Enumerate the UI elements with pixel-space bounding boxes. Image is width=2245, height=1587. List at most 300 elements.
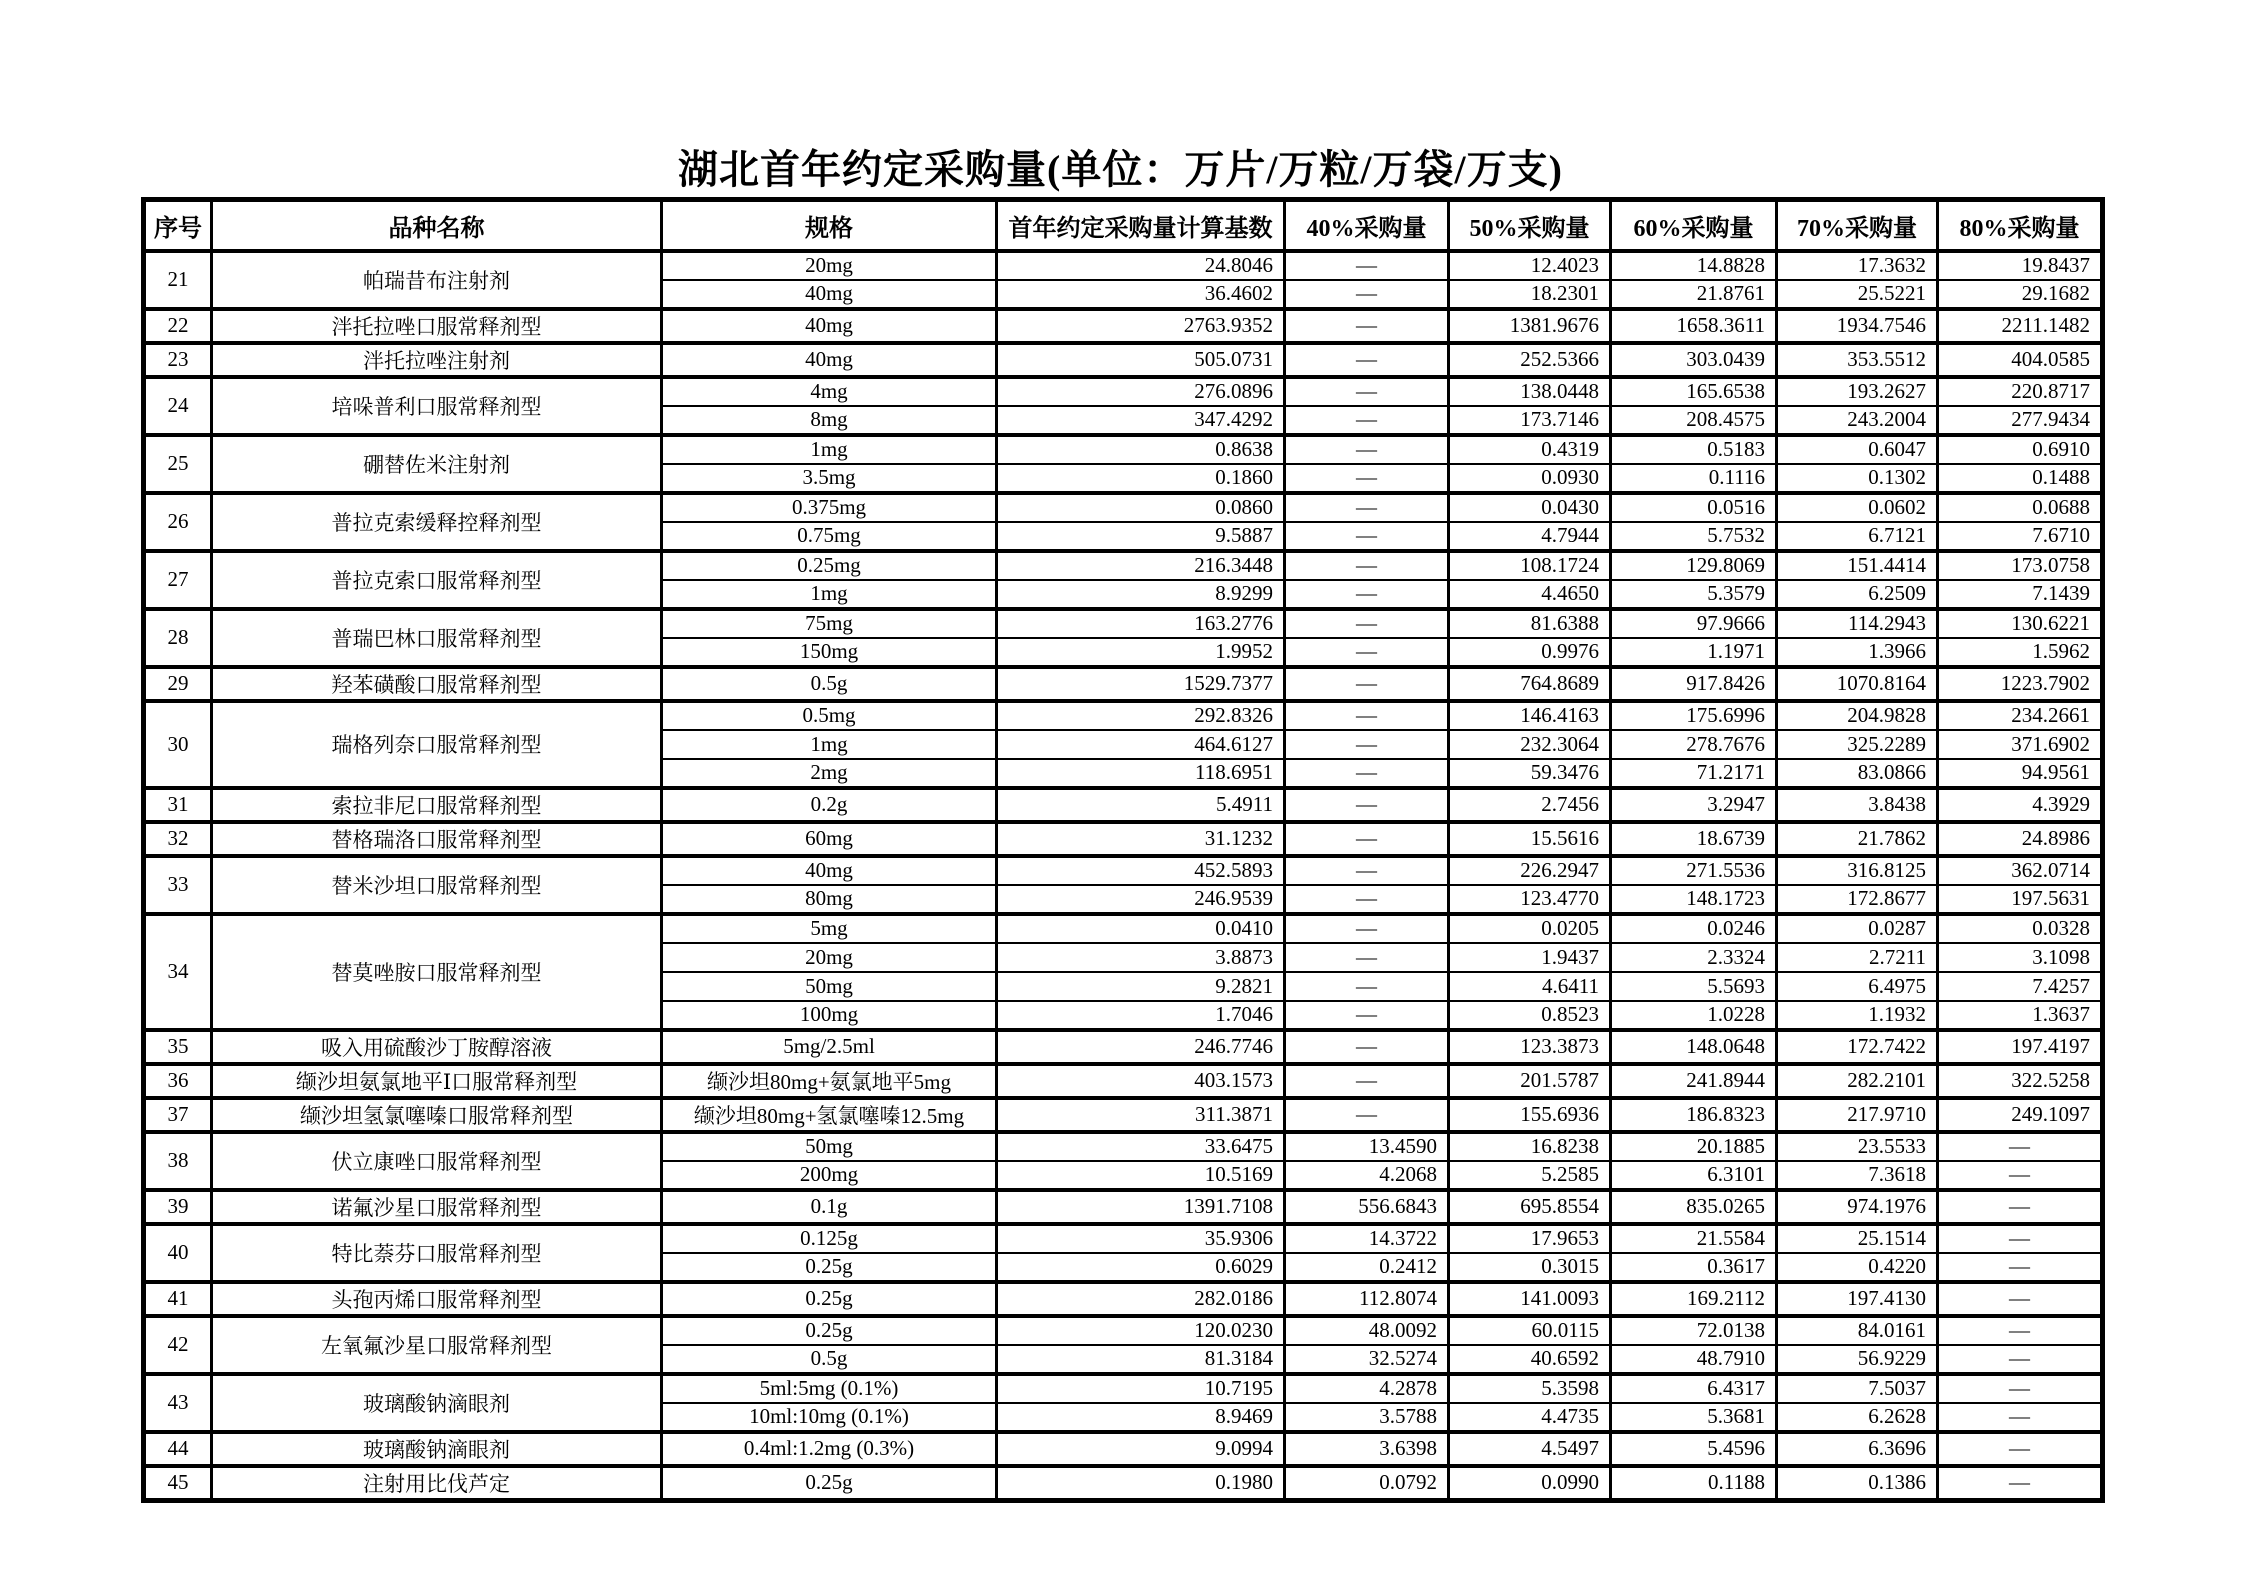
cell-base: 3.8873	[997, 943, 1285, 972]
table-row	[144, 435, 2103, 464]
cell-spec: 0.75mg	[662, 522, 997, 551]
cell-seq: 33	[144, 856, 212, 914]
cell-p40: 13.4590	[1285, 1132, 1449, 1161]
cell-p70: 114.2943	[1777, 609, 1938, 638]
cell-name: 玻璃酸钠滴眼剂	[212, 1432, 662, 1466]
cell-spec: 50mg	[662, 972, 997, 1001]
col-header-seq: 序号	[144, 200, 212, 251]
cell-p50: 123.3873	[1449, 1030, 1611, 1064]
cell-p60: 6.3101	[1611, 1161, 1777, 1190]
cell-p70: 7.3618	[1777, 1161, 1938, 1190]
cell-p70: 217.9710	[1777, 1098, 1938, 1132]
table-row	[144, 1282, 2103, 1316]
cell-name: 索拉非尼口服常释剂型	[212, 788, 662, 822]
cell-base: 81.3184	[997, 1345, 1285, 1374]
cell-p50: 4.4650	[1449, 580, 1611, 609]
cell-p40: —	[1285, 580, 1449, 609]
cell-p50: 252.5366	[1449, 343, 1611, 377]
cell-base: 9.2821	[997, 972, 1285, 1001]
cell-p70: 6.4975	[1777, 972, 1938, 1001]
cell-p50: 155.6936	[1449, 1098, 1611, 1132]
cell-spec: 0.2g	[662, 788, 997, 822]
cell-p80: —	[1938, 1345, 2103, 1374]
cell-p80: 173.0758	[1938, 551, 2103, 580]
col-header-80pct: 80%采购量	[1938, 200, 2103, 251]
cell-spec: 0.25mg	[662, 551, 997, 580]
cell-p70: 325.2289	[1777, 730, 1938, 759]
cell-p80: —	[1938, 1374, 2103, 1403]
cell-base: 464.6127	[997, 730, 1285, 759]
cell-p60: 303.0439	[1611, 343, 1777, 377]
cell-p60: 3.2947	[1611, 788, 1777, 822]
cell-p50: 138.0448	[1449, 377, 1611, 406]
table-row	[144, 1374, 2103, 1403]
cell-p40: —	[1285, 730, 1449, 759]
cell-p50: 12.4023	[1449, 251, 1611, 280]
cell-seq: 37	[144, 1098, 212, 1132]
cell-p80: 197.5631	[1938, 885, 2103, 914]
cell-name: 伏立康唑口服常释剂型	[212, 1132, 662, 1190]
cell-seq: 35	[144, 1030, 212, 1064]
cell-name: 吸入用硫酸沙丁胺醇溶液	[212, 1030, 662, 1064]
cell-p40: 3.5788	[1285, 1403, 1449, 1432]
cell-base: 246.7746	[997, 1030, 1285, 1064]
cell-seq: 21	[144, 251, 212, 309]
cell-p60: 129.8069	[1611, 551, 1777, 580]
cell-p60: 5.3681	[1611, 1403, 1777, 1432]
cell-p40: —	[1285, 522, 1449, 551]
cell-p50: 0.4319	[1449, 435, 1611, 464]
table-row	[144, 343, 2103, 377]
table-header	[144, 200, 2103, 251]
cell-p50: 18.2301	[1449, 280, 1611, 309]
cell-spec: 40mg	[662, 343, 997, 377]
cell-p60: 1.0228	[1611, 1001, 1777, 1030]
cell-name: 替格瑞洛口服常释剂型	[212, 822, 662, 856]
table-row	[144, 377, 2103, 406]
cell-p40: —	[1285, 435, 1449, 464]
cell-p50: 15.5616	[1449, 822, 1611, 856]
cell-p60: 175.6996	[1611, 701, 1777, 730]
cell-p40: 0.0792	[1285, 1466, 1449, 1501]
table-row	[144, 1316, 2103, 1345]
cell-name: 瑞格列奈口服常释剂型	[212, 701, 662, 788]
cell-name: 帕瑞昔布注射剂	[212, 251, 662, 309]
table-row	[144, 1064, 2103, 1098]
page-title: 湖北首年约定采购量(单位：万片/万粒/万袋/万支)	[678, 147, 1563, 192]
cell-p70: 25.1514	[1777, 1224, 1938, 1253]
cell-p70: 3.8438	[1777, 788, 1938, 822]
cell-name: 头孢丙烯口服常释剂型	[212, 1282, 662, 1316]
cell-spec: 40mg	[662, 309, 997, 343]
cell-p80: 2211.1482	[1938, 309, 2103, 343]
cell-p50: 4.7944	[1449, 522, 1611, 551]
cell-name: 普拉克索口服常释剂型	[212, 551, 662, 609]
cell-spec: 4mg	[662, 377, 997, 406]
cell-p80: 0.0688	[1938, 493, 2103, 522]
table-row	[144, 667, 2103, 701]
cell-p50: 40.6592	[1449, 1345, 1611, 1374]
cell-base: 118.6951	[997, 759, 1285, 788]
cell-p60: 0.0246	[1611, 914, 1777, 943]
cell-base: 1391.7108	[997, 1190, 1285, 1224]
cell-p70: 25.5221	[1777, 280, 1938, 309]
cell-name: 培哚普利口服常释剂型	[212, 377, 662, 435]
cell-p60: 241.8944	[1611, 1064, 1777, 1098]
cell-p50: 4.6411	[1449, 972, 1611, 1001]
cell-p60: 186.8323	[1611, 1098, 1777, 1132]
cell-spec: 0.25g	[662, 1316, 997, 1345]
cell-p50: 123.4770	[1449, 885, 1611, 914]
cell-name: 特比萘芬口服常释剂型	[212, 1224, 662, 1282]
cell-base: 33.6475	[997, 1132, 1285, 1161]
cell-p80: —	[1938, 1161, 2103, 1190]
cell-p50: 0.0430	[1449, 493, 1611, 522]
cell-spec: 50mg	[662, 1132, 997, 1161]
cell-base: 347.4292	[997, 406, 1285, 435]
cell-name: 替米沙坦口服常释剂型	[212, 856, 662, 914]
cell-p70: 6.2628	[1777, 1403, 1938, 1432]
cell-base: 403.1573	[997, 1064, 1285, 1098]
cell-p60: 169.2112	[1611, 1282, 1777, 1316]
cell-p50: 0.0990	[1449, 1466, 1611, 1501]
cell-base: 5.4911	[997, 788, 1285, 822]
cell-base: 8.9469	[997, 1403, 1285, 1432]
table-row	[144, 1030, 2103, 1064]
cell-name: 羟苯磺酸口服常释剂型	[212, 667, 662, 701]
col-header-40pct: 40%采购量	[1285, 200, 1449, 251]
table-row	[144, 1466, 2103, 1501]
cell-p40: 112.8074	[1285, 1282, 1449, 1316]
cell-p80: 404.0585	[1938, 343, 2103, 377]
cell-p40: —	[1285, 1098, 1449, 1132]
cell-p70: 0.1386	[1777, 1466, 1938, 1501]
cell-p60: 148.0648	[1611, 1030, 1777, 1064]
cell-seq: 27	[144, 551, 212, 609]
cell-spec: 100mg	[662, 1001, 997, 1030]
cell-p50: 764.8689	[1449, 667, 1611, 701]
cell-p40: —	[1285, 638, 1449, 667]
cell-seq: 38	[144, 1132, 212, 1190]
cell-p40: —	[1285, 759, 1449, 788]
cell-name: 替莫唑胺口服常释剂型	[212, 914, 662, 1030]
cell-spec: 20mg	[662, 251, 997, 280]
cell-seq: 26	[144, 493, 212, 551]
cell-p70: 56.9229	[1777, 1345, 1938, 1374]
cell-p70: 204.9828	[1777, 701, 1938, 730]
cell-p40: —	[1285, 251, 1449, 280]
cell-p80: 130.6221	[1938, 609, 2103, 638]
cell-p60: 0.0516	[1611, 493, 1777, 522]
procurement-table	[141, 197, 2105, 1503]
cell-p80: —	[1938, 1190, 2103, 1224]
cell-p80: 249.1097	[1938, 1098, 2103, 1132]
table-row	[144, 914, 2103, 943]
cell-p70: 172.8677	[1777, 885, 1938, 914]
col-header-base: 首年约定采购量计算基数	[997, 200, 1285, 251]
cell-seq: 25	[144, 435, 212, 493]
cell-base: 505.0731	[997, 343, 1285, 377]
cell-p80: 322.5258	[1938, 1064, 2103, 1098]
cell-spec: 0.25g	[662, 1253, 997, 1282]
cell-p80: 7.6710	[1938, 522, 2103, 551]
cell-base: 292.8326	[997, 701, 1285, 730]
cell-spec: 75mg	[662, 609, 997, 638]
cell-p80: 0.1488	[1938, 464, 2103, 493]
cell-p40: —	[1285, 788, 1449, 822]
cell-p80: 371.6902	[1938, 730, 2103, 759]
cell-name: 泮托拉唑注射剂	[212, 343, 662, 377]
cell-base: 9.0994	[997, 1432, 1285, 1466]
cell-p60: 18.6739	[1611, 822, 1777, 856]
cell-spec: 5ml:5mg (0.1%)	[662, 1374, 997, 1403]
cell-p50: 695.8554	[1449, 1190, 1611, 1224]
cell-p40: 32.5274	[1285, 1345, 1449, 1374]
cell-p80: —	[1938, 1224, 2103, 1253]
cell-name: 左氧氟沙星口服常释剂型	[212, 1316, 662, 1374]
cell-p40: —	[1285, 309, 1449, 343]
cell-p60: 271.5536	[1611, 856, 1777, 885]
cell-p50: 81.6388	[1449, 609, 1611, 638]
cell-seq: 30	[144, 701, 212, 788]
cell-p50: 0.0930	[1449, 464, 1611, 493]
cell-p40: 3.6398	[1285, 1432, 1449, 1466]
cell-seq: 34	[144, 914, 212, 1030]
table-row	[144, 609, 2103, 638]
cell-spec: 10ml:10mg (0.1%)	[662, 1403, 997, 1432]
col-header-name: 品种名称	[212, 200, 662, 251]
cell-p40: 48.0092	[1285, 1316, 1449, 1345]
cell-p80: 0.0328	[1938, 914, 2103, 943]
cell-p70: 6.2509	[1777, 580, 1938, 609]
cell-p60: 917.8426	[1611, 667, 1777, 701]
cell-p80: —	[1938, 1466, 2103, 1501]
cell-base: 0.0410	[997, 914, 1285, 943]
cell-p40: —	[1285, 1064, 1449, 1098]
cell-base: 0.8638	[997, 435, 1285, 464]
cell-p80: —	[1938, 1432, 2103, 1466]
table-row	[144, 1432, 2103, 1466]
cell-p50: 59.3476	[1449, 759, 1611, 788]
table-body	[144, 251, 2103, 1501]
cell-p60: 278.7676	[1611, 730, 1777, 759]
cell-name: 普拉克索缓释控释剂型	[212, 493, 662, 551]
cell-p80: 24.8986	[1938, 822, 2103, 856]
table-row	[144, 701, 2103, 730]
cell-p40: —	[1285, 343, 1449, 377]
cell-p40: —	[1285, 701, 1449, 730]
table-row	[144, 856, 2103, 885]
cell-p60: 48.7910	[1611, 1345, 1777, 1374]
table-row	[144, 1132, 2103, 1161]
cell-p50: 226.2947	[1449, 856, 1611, 885]
cell-p40: —	[1285, 885, 1449, 914]
cell-p80: 4.3929	[1938, 788, 2103, 822]
cell-base: 0.1980	[997, 1466, 1285, 1501]
cell-p60: 20.1885	[1611, 1132, 1777, 1161]
cell-p60: 148.1723	[1611, 885, 1777, 914]
cell-seq: 32	[144, 822, 212, 856]
cell-p60: 97.9666	[1611, 609, 1777, 638]
cell-p40: —	[1285, 406, 1449, 435]
cell-spec: 150mg	[662, 638, 997, 667]
cell-seq: 43	[144, 1374, 212, 1432]
cell-p80: —	[1938, 1253, 2103, 1282]
cell-p60: 72.0138	[1611, 1316, 1777, 1345]
cell-name: 玻璃酸钠滴眼剂	[212, 1374, 662, 1432]
cell-base: 0.0860	[997, 493, 1285, 522]
cell-p60: 5.5693	[1611, 972, 1777, 1001]
cell-p50: 17.9653	[1449, 1224, 1611, 1253]
cell-p70: 0.6047	[1777, 435, 1938, 464]
cell-p70: 1070.8164	[1777, 667, 1938, 701]
cell-spec: 0.1g	[662, 1190, 997, 1224]
cell-p60: 2.3324	[1611, 943, 1777, 972]
cell-base: 216.3448	[997, 551, 1285, 580]
cell-p50: 0.0205	[1449, 914, 1611, 943]
table-row	[144, 1098, 2103, 1132]
cell-base: 0.1860	[997, 464, 1285, 493]
cell-base: 0.6029	[997, 1253, 1285, 1282]
cell-p70: 23.5533	[1777, 1132, 1938, 1161]
cell-p60: 0.3617	[1611, 1253, 1777, 1282]
cell-base: 8.9299	[997, 580, 1285, 609]
cell-p50: 146.4163	[1449, 701, 1611, 730]
cell-base: 452.5893	[997, 856, 1285, 885]
cell-p80: —	[1938, 1316, 2103, 1345]
cell-p40: —	[1285, 856, 1449, 885]
cell-p60: 71.2171	[1611, 759, 1777, 788]
cell-spec: 0.375mg	[662, 493, 997, 522]
cell-base: 246.9539	[997, 885, 1285, 914]
cell-name: 泮托拉唑口服常释剂型	[212, 309, 662, 343]
cell-p80: 19.8437	[1938, 251, 2103, 280]
cell-spec: 缬沙坦80mg+氢氯噻嗪12.5mg	[662, 1098, 997, 1132]
cell-base: 311.3871	[997, 1098, 1285, 1132]
cell-p40: —	[1285, 972, 1449, 1001]
cell-p70: 84.0161	[1777, 1316, 1938, 1345]
cell-p50: 141.0093	[1449, 1282, 1611, 1316]
cell-p60: 1.1971	[1611, 638, 1777, 667]
cell-base: 35.9306	[997, 1224, 1285, 1253]
cell-p60: 21.5584	[1611, 1224, 1777, 1253]
cell-base: 31.1232	[997, 822, 1285, 856]
cell-p70: 7.5037	[1777, 1374, 1938, 1403]
cell-p60: 0.1116	[1611, 464, 1777, 493]
cell-p40: —	[1285, 822, 1449, 856]
cell-spec: 40mg	[662, 856, 997, 885]
cell-spec: 0.5g	[662, 667, 997, 701]
cell-p40: 14.3722	[1285, 1224, 1449, 1253]
cell-p50: 0.9976	[1449, 638, 1611, 667]
cell-spec: 0.4ml:1.2mg (0.3%)	[662, 1432, 997, 1466]
cell-seq: 22	[144, 309, 212, 343]
table-row	[144, 1190, 2103, 1224]
cell-p40: —	[1285, 914, 1449, 943]
cell-p50: 4.4735	[1449, 1403, 1611, 1432]
cell-p60: 835.0265	[1611, 1190, 1777, 1224]
cell-base: 120.0230	[997, 1316, 1285, 1345]
cell-base: 163.2776	[997, 609, 1285, 638]
cell-p80: 1.5962	[1938, 638, 2103, 667]
cell-p80: 362.0714	[1938, 856, 2103, 885]
cell-p40: —	[1285, 493, 1449, 522]
cell-p70: 0.4220	[1777, 1253, 1938, 1282]
table-row	[144, 309, 2103, 343]
cell-spec: 0.5g	[662, 1345, 997, 1374]
cell-p50: 0.3015	[1449, 1253, 1611, 1282]
table-row	[144, 251, 2103, 280]
cell-seq: 24	[144, 377, 212, 435]
cell-p50: 201.5787	[1449, 1064, 1611, 1098]
cell-seq: 36	[144, 1064, 212, 1098]
table-row	[144, 493, 2103, 522]
cell-p50: 232.3064	[1449, 730, 1611, 759]
cell-p80: 277.9434	[1938, 406, 2103, 435]
cell-p70: 0.0287	[1777, 914, 1938, 943]
cell-spec: 200mg	[662, 1161, 997, 1190]
cell-p60: 6.4317	[1611, 1374, 1777, 1403]
cell-p50: 16.8238	[1449, 1132, 1611, 1161]
cell-spec: 1mg	[662, 435, 997, 464]
cell-spec: 8mg	[662, 406, 997, 435]
col-header-50pct: 50%采购量	[1449, 200, 1611, 251]
cell-p70: 1934.7546	[1777, 309, 1938, 343]
cell-base: 1529.7377	[997, 667, 1285, 701]
cell-p50: 1.9437	[1449, 943, 1611, 972]
cell-spec: 60mg	[662, 822, 997, 856]
cell-p40: —	[1285, 609, 1449, 638]
table-row	[144, 1224, 2103, 1253]
cell-seq: 39	[144, 1190, 212, 1224]
cell-p80: 3.1098	[1938, 943, 2103, 972]
cell-p60: 5.3579	[1611, 580, 1777, 609]
cell-p70: 172.7422	[1777, 1030, 1938, 1064]
cell-p60: 208.4575	[1611, 406, 1777, 435]
cell-p50: 5.3598	[1449, 1374, 1611, 1403]
cell-base: 9.5887	[997, 522, 1285, 551]
table-row	[144, 822, 2103, 856]
cell-p70: 17.3632	[1777, 251, 1938, 280]
cell-p80: 197.4197	[1938, 1030, 2103, 1064]
cell-p70: 0.1302	[1777, 464, 1938, 493]
cell-p60: 5.4596	[1611, 1432, 1777, 1466]
cell-p70: 6.3696	[1777, 1432, 1938, 1466]
cell-p60: 165.6538	[1611, 377, 1777, 406]
cell-seq: 28	[144, 609, 212, 667]
cell-p70: 316.8125	[1777, 856, 1938, 885]
cell-spec: 1mg	[662, 580, 997, 609]
col-header-60pct: 60%采购量	[1611, 200, 1777, 251]
cell-p80: —	[1938, 1403, 2103, 1432]
cell-p70: 243.2004	[1777, 406, 1938, 435]
cell-name: 硼替佐米注射剂	[212, 435, 662, 493]
cell-spec: 0.5mg	[662, 701, 997, 730]
header-row	[144, 200, 2103, 251]
cell-p70: 21.7862	[1777, 822, 1938, 856]
cell-spec: 5mg	[662, 914, 997, 943]
cell-seq: 41	[144, 1282, 212, 1316]
cell-p50: 2.7456	[1449, 788, 1611, 822]
cell-p40: —	[1285, 1001, 1449, 1030]
cell-p40: —	[1285, 667, 1449, 701]
cell-base: 10.5169	[997, 1161, 1285, 1190]
cell-p80: —	[1938, 1132, 2103, 1161]
cell-spec: 0.25g	[662, 1282, 997, 1316]
cell-seq: 44	[144, 1432, 212, 1466]
cell-p80: 94.9561	[1938, 759, 2103, 788]
cell-base: 1.7046	[997, 1001, 1285, 1030]
